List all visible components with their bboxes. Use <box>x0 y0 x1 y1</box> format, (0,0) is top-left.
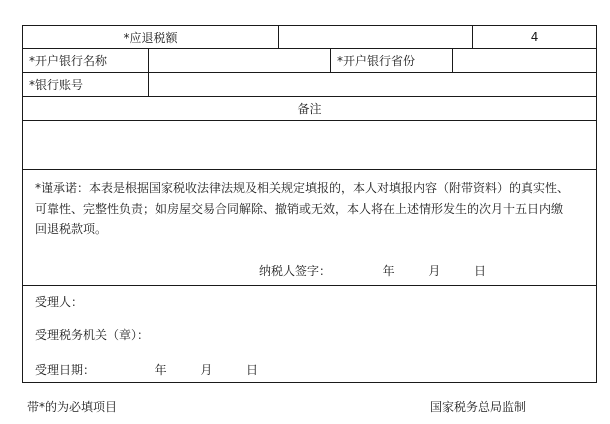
bank-account-row <box>23 73 597 97</box>
sign-year-label: 年 <box>382 264 395 278</box>
bank-account-field[interactable] <box>149 73 597 97</box>
receiver-label: 受理人： <box>35 295 84 309</box>
bank-name-label: *开户银行名称 <box>23 49 149 73</box>
bank-province-label: *开户银行省份 <box>331 49 453 73</box>
acceptance-date-line <box>35 361 258 378</box>
promise-line-1: *谨承诺：本表是根据国家税收法律法规及相关规定填报的，本人对填报内容（附带资料）的真实性、 <box>35 181 570 195</box>
tax-office-label: 受理税务机关（章）： <box>35 328 150 342</box>
acceptance-date-label: 受理日期： <box>35 363 96 377</box>
sign-month-label: 月 <box>428 264 441 278</box>
acceptance-year-label: 年 <box>154 363 167 377</box>
refund-amount-blank-cell[interactable] <box>279 26 473 49</box>
bank-account-label: *银行账号 <box>23 73 149 97</box>
acceptance-cell <box>23 286 597 383</box>
promise-line-3: 回退税款项。 <box>35 222 108 236</box>
bank-province-field[interactable] <box>453 49 597 73</box>
remarks-field[interactable] <box>23 121 597 170</box>
supervisor-note: 国家税务总局监制 <box>430 400 527 414</box>
acceptance-month-label: 月 <box>200 363 213 377</box>
taxpayer-signature-line <box>259 262 486 279</box>
refund-form-table <box>22 25 597 383</box>
remarks-header: 备注 <box>23 97 597 121</box>
promise-cell <box>23 170 597 286</box>
remarks-body-row <box>23 121 597 170</box>
bank-info-row <box>23 49 597 73</box>
required-fields-note: 带*的为必填项目 <box>27 400 118 414</box>
acceptance-block <box>29 286 590 382</box>
remarks-header-row <box>23 97 597 121</box>
taxpayer-signature-label: 纳税人签字： <box>259 264 332 278</box>
refund-amount-label: *应退税额 <box>23 26 279 49</box>
bank-name-field[interactable] <box>149 49 331 73</box>
refund-amount-row <box>23 26 597 49</box>
promise-line-2: 可靠性、完整性负责；如房屋交易合同解除、撤销或无效，本人将在上述情形发生的次月十五日内缴 <box>35 202 564 216</box>
promise-row <box>23 170 597 286</box>
refund-amount-value[interactable]: 4 <box>473 26 597 49</box>
promise-block <box>29 170 590 285</box>
acceptance-day-label: 日 <box>246 363 259 377</box>
sign-day-label: 日 <box>474 264 487 278</box>
acceptance-row <box>23 286 597 383</box>
